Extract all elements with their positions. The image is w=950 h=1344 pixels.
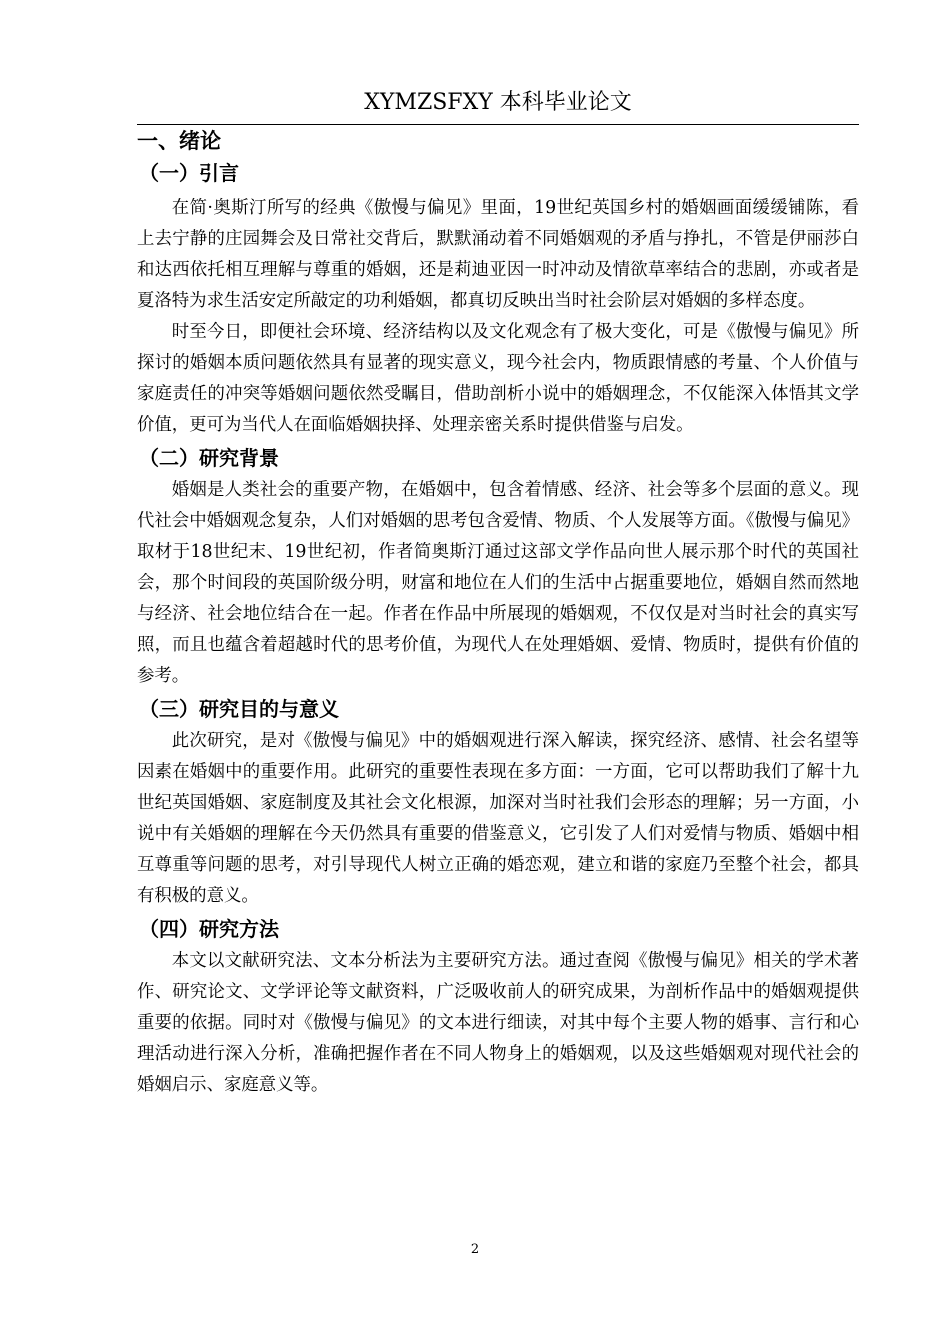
chapter-title: 一、绪论 bbox=[137, 129, 221, 153]
page-number: 2 bbox=[470, 1242, 480, 1257]
running-header: XYMZSFXY 本科毕业论文 bbox=[364, 90, 632, 115]
paragraph: 此次研究，是对《傲慢与偏见》中的婚姻观进行深入解读，探究经济、感情、社会名望等因素在婚姻中的重要作用。此研究的重要性表现在多方面：一方面，它可以帮助我们了解十九世纪英国婚姻、家庭制度及其社会文化根源，加深对当时社我们会形态的理解；另一方面，小说中有关婚姻的理解在今天仍然具有重要的借鉴意义，它引发了人们对爱情与物质、婚姻中相互尊重等问题的思考，对引导现代人树立正确的婚恋观，建立和谐的家庭乃至整个社会，都具有积极的意义。 bbox=[137, 731, 859, 906]
paragraph: 本文以文献研究法、文本分析法为主要研究方法。通过查阅《傲慢与偏见》相关的学术著作、研究论文、文学评论等文献资料，广泛吸收前人的研究成果，为剖析作品中的婚姻观提供重要的依据。同时对《傲慢与偏见》的文本进行细读，对其中每个主要人物的婚事、言行和心理活动进行深入分析，准确把握作者在不同人物身上的婚姻观，以及这些婚姻观对现代社会的婚姻启示、家庭意义等。 bbox=[137, 951, 859, 1095]
section-title-background: （二）研究背景 bbox=[139, 446, 279, 470]
section-title-introduction: （一）引言 bbox=[139, 161, 239, 185]
section-title-methods: （四）研究方法 bbox=[139, 917, 279, 941]
paragraph: 时至今日，即便社会环境、经济结构以及文化观念有了极大变化，可是《傲慢与偏见》所探讨的婚姻本质问题依然具有显著的现实意义，现今社会内，物质跟情感的考量、个人价值与家庭责任的冲突等婚姻问题依然受瞩目，借助剖析小说中的婚姻理念，不仅能深入体悟其文学价值，更可为当代人在面临婚姻抉择、处理亲密关系时提供借鉴与启发。 bbox=[137, 322, 859, 435]
paragraph: 婚姻是人类社会的重要产物，在婚姻中，包含着情感、经济、社会等多个层面的意义。现代社会中婚姻观念复杂，人们对婚姻的思考包含爱情、物质、个人发展等方面。《傲慢与偏见》取材于18世纪末、19世纪初，作者简奥斯汀通过这部文学作品向世人展示那个时代的英国社会，那个时间段的英国阶级分明，财富和地位在人们的生活中占据重要地位，婚姻自然而然地与经济、社会地位结合在一起。作者在作品中所展现的婚姻观，不仅仅是对当时社会的真实写照，而且也蕴含着超越时代的思考价值，为现代人在处理婚姻、爱情、物质时，提供有价值的参考。 bbox=[137, 480, 859, 686]
page-content bbox=[137, 126, 859, 1101]
header-rule bbox=[137, 124, 859, 125]
section-title-purpose: （三）研究目的与意义 bbox=[139, 697, 339, 721]
paragraph: 在简·奥斯汀所写的经典《傲慢与偏见》里面，19世纪英国乡村的婚姻画面缓缓铺陈，看上去宁静的庄园舞会及日常社交背后，默默涌动着不同婚姻观的矛盾与挣扎，不管是伊丽莎白和达西依托相互理解与尊重的婚姻，还是莉迪亚因一时冲动及情欲草率结合的悲剧，亦或者是夏洛特为求生活安定所敲定的功利婚姻，都真切反映出当时社会阶层对婚姻的多样态度。 bbox=[137, 198, 859, 311]
